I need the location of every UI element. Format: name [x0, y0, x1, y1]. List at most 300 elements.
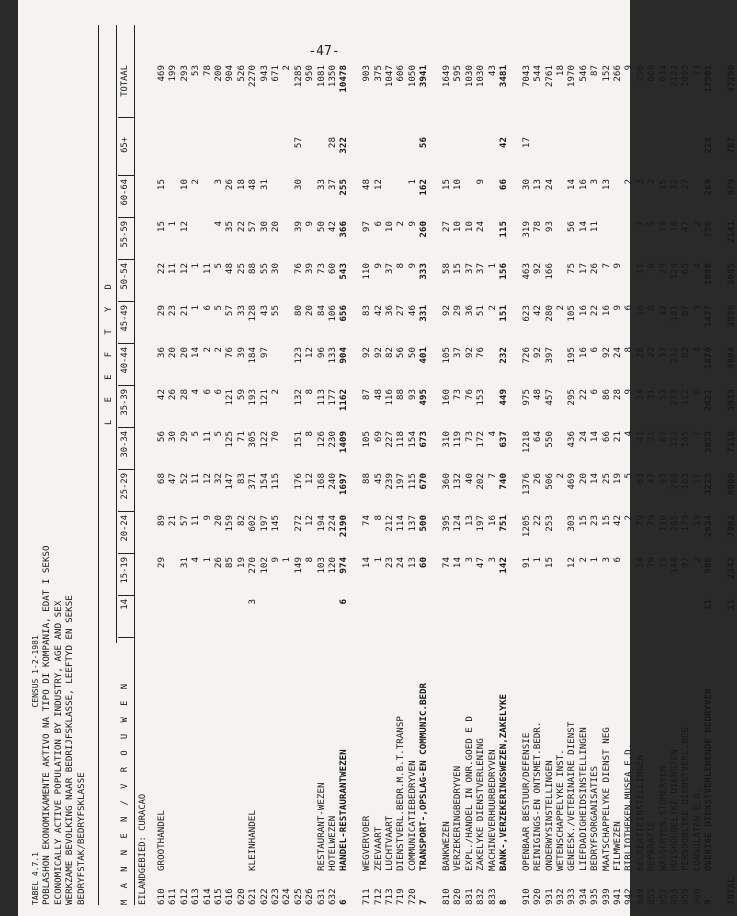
- industry-code: TOTAL: [726, 877, 737, 905]
- table-row: [726, 25, 737, 905]
- table-row: [475, 25, 486, 905]
- industry-code: 910: [520, 888, 532, 905]
- table-cell: 1: [406, 179, 418, 185]
- table-cell: 395: [441, 515, 452, 532]
- table-cell: 92: [532, 263, 544, 275]
- table-cell: 3941: [418, 65, 430, 88]
- table-cell: 24: [612, 347, 623, 359]
- table-cell: 47: [680, 221, 692, 233]
- table-row: [236, 25, 247, 905]
- table-cell: 56: [395, 347, 407, 359]
- table-cell: 4: [213, 221, 224, 227]
- industry-code: 8: [498, 899, 509, 905]
- table-cell: 1649: [441, 65, 452, 88]
- table-cell: 1: [372, 557, 384, 563]
- table-cell: 495: [418, 389, 430, 406]
- table-cell: 272: [292, 515, 304, 532]
- table-cell: 123: [292, 347, 304, 364]
- table-cell: 544: [532, 65, 544, 82]
- table-cell: 24: [475, 221, 487, 233]
- table-cell: 5: [691, 305, 703, 311]
- table-cell: 118: [395, 431, 407, 448]
- industry-code: 720: [406, 888, 418, 905]
- table-cell: 48: [532, 389, 544, 401]
- industry-code: 953: [669, 888, 680, 905]
- industry-label: EXPL./HANDEL IN ONR.GOED E D: [463, 716, 475, 871]
- table-cell: 269: [703, 179, 715, 196]
- table-cell: 172: [475, 431, 487, 448]
- table-cell: 506: [703, 557, 715, 574]
- table-cell: 66: [600, 431, 612, 443]
- table-cell: 322: [338, 137, 350, 154]
- industry-label: WASSERYEN,STOMERYEN: [657, 765, 669, 871]
- industry-code: 623: [270, 888, 281, 905]
- industry-label: DIENSTVERL.BEDR.M.B.T.TRANSP: [395, 716, 407, 871]
- table-cell: 8: [372, 515, 384, 521]
- table-cell: 57: [178, 515, 190, 527]
- table-row: [430, 25, 441, 905]
- column-separator: [118, 259, 134, 260]
- table-cell: 7: [600, 263, 612, 269]
- industry-label: HUISHOUDELYKE DIENSTEN: [669, 749, 680, 871]
- table-cell: 15: [657, 557, 669, 569]
- table-cell: 224: [327, 515, 338, 532]
- column-separator: [118, 217, 134, 218]
- table-cell: 8: [646, 305, 658, 311]
- table-cell: 42: [612, 515, 623, 527]
- table-cell: 360: [441, 473, 452, 490]
- table-cell: 2: [646, 179, 658, 185]
- table-cell: 6: [589, 389, 601, 395]
- table-cell: 11: [634, 263, 646, 275]
- table-row: [646, 25, 657, 905]
- table-cell: 48: [372, 389, 384, 401]
- table-cell: 15: [543, 557, 555, 569]
- page-number: -47-: [308, 44, 340, 59]
- table-cell: 12: [372, 179, 384, 191]
- table-cell: 16: [577, 347, 589, 359]
- table-cell: 7: [691, 431, 703, 437]
- industry-code: 932: [555, 888, 566, 905]
- table-cell: 200: [213, 65, 224, 82]
- table-cell: 29: [452, 305, 464, 317]
- table-cell: 87: [361, 389, 373, 401]
- table-cell: 1350: [327, 65, 338, 88]
- table-cell: 4: [190, 389, 202, 395]
- table-row: [418, 25, 429, 905]
- column-header: 60-64: [120, 179, 130, 206]
- table-cell: 375: [372, 65, 384, 82]
- column-separator: [118, 301, 134, 302]
- table-cell: 57: [292, 137, 304, 149]
- table-row: [669, 25, 680, 905]
- industry-code: 935: [589, 888, 601, 905]
- table-cell: 121: [224, 389, 236, 406]
- table-cell: 27: [441, 221, 452, 233]
- table-cell: 756: [703, 221, 715, 238]
- column-separator: [118, 427, 134, 428]
- table-cell: 75: [566, 263, 578, 275]
- table-cell: 1: [589, 557, 601, 563]
- table-cell: 10: [463, 221, 475, 233]
- table-cell: 8: [395, 263, 407, 269]
- table-cell: 366: [338, 221, 350, 238]
- industry-code: 616: [224, 888, 236, 905]
- industry-code: 952: [657, 888, 669, 905]
- table-cell: 74: [361, 515, 373, 527]
- table-cell: 124: [669, 263, 680, 280]
- table-cell: 42: [657, 305, 669, 317]
- table-cell: 43: [258, 305, 270, 317]
- table-cell: 656: [338, 305, 350, 322]
- table-cell: 19: [612, 473, 623, 485]
- table-cell: 15: [156, 221, 167, 233]
- table-cell: 110: [657, 515, 669, 532]
- table-cell: 11: [190, 515, 202, 527]
- table-row: [395, 25, 406, 905]
- table-cell: 2141: [726, 221, 737, 244]
- table-cell: 3: [634, 179, 646, 185]
- industry-code: 820: [452, 888, 464, 905]
- table-cell: 6: [589, 347, 601, 353]
- table-cell: 103: [315, 557, 327, 574]
- industry-label: BANKWEZEN: [441, 821, 452, 871]
- rule-columns: [134, 25, 135, 905]
- column-separator: [118, 637, 134, 638]
- table-cell: 2: [270, 389, 281, 395]
- table-cell: 73: [315, 263, 327, 275]
- table-cell: 6: [623, 305, 635, 311]
- table-cell: 21: [167, 515, 179, 527]
- table-cell: 7: [486, 473, 498, 479]
- table-row: [680, 25, 691, 905]
- industry-code: 933: [566, 888, 578, 905]
- table-cell: 950: [304, 65, 316, 82]
- table-cell: 397: [543, 347, 555, 364]
- table-cell: 30: [258, 221, 270, 233]
- table-cell: 32: [213, 473, 224, 485]
- industry-label: BEDRYFSORGANISATIES: [589, 765, 601, 871]
- table-cell: 3053: [703, 431, 715, 454]
- table-cell: 14: [589, 431, 601, 443]
- table-cell: 93: [657, 473, 669, 485]
- table-cell: 82: [680, 347, 692, 359]
- table-row: [589, 25, 600, 905]
- table-row: [532, 25, 543, 905]
- table-cell: 194: [315, 515, 327, 532]
- table-cell: 184: [247, 347, 259, 364]
- table-cell: 52: [178, 473, 190, 485]
- table-cell: 15: [452, 263, 464, 275]
- table-cell: 2: [577, 557, 589, 563]
- table-cell: 295: [566, 389, 578, 406]
- industry-code: 6: [338, 899, 350, 905]
- table-row: [578, 25, 589, 905]
- table-cell: 47: [167, 473, 179, 485]
- table-cell: 50: [315, 221, 327, 233]
- table-cell: 70: [270, 431, 281, 443]
- table-cell: 1697: [338, 473, 350, 496]
- table-cell: 197: [475, 515, 487, 532]
- table-cell: 36: [384, 305, 395, 317]
- table-cell: 303: [566, 515, 578, 532]
- industry-code: 833: [486, 888, 498, 905]
- table-cell: 149: [292, 557, 304, 574]
- column-header: 14: [120, 599, 130, 610]
- table-cell: 11: [190, 473, 202, 485]
- table-cell: 119: [452, 431, 464, 448]
- column-header: 20-24: [120, 515, 130, 542]
- table-cell: 39: [304, 263, 316, 275]
- table-cell: 29: [178, 431, 190, 443]
- table-cell: 195: [566, 347, 578, 364]
- table-row: [361, 25, 372, 905]
- table-cell: 53: [190, 65, 202, 77]
- table-cell: 6: [372, 221, 384, 227]
- table-cell: 12: [566, 557, 578, 569]
- table-cell: 232: [498, 347, 509, 364]
- table-cell: 10: [178, 179, 190, 191]
- table-cell: 27: [680, 179, 692, 191]
- table-cell: 55: [270, 305, 281, 317]
- table-row: [544, 25, 555, 905]
- industry-code: 610: [156, 888, 167, 905]
- table-cell: 12: [304, 347, 316, 359]
- table-cell: 1477: [703, 305, 715, 328]
- industry-code: 712: [372, 888, 384, 905]
- table-cell: 86: [600, 389, 612, 401]
- table-cell: 20: [167, 347, 179, 359]
- table-cell: 112: [680, 389, 692, 406]
- industry-label: REPARATIE: [646, 821, 658, 871]
- table-cell: 133: [327, 347, 338, 364]
- table-cell: 19: [235, 557, 247, 569]
- table-cell: 11: [167, 263, 179, 275]
- industry-label: VERZEKERINGBEDRYVEN: [452, 765, 464, 871]
- table-cell: 37: [657, 347, 669, 359]
- table-cell: 8: [623, 347, 635, 353]
- industry-label: GROOTHANDEL: [156, 810, 167, 871]
- table-cell: 145: [680, 431, 692, 448]
- industry-code: 711: [361, 888, 373, 905]
- table-cell: 36: [156, 347, 167, 359]
- table-cell: 145: [270, 515, 281, 532]
- table-cell: 115: [406, 473, 418, 490]
- table-cell: 41: [634, 431, 646, 443]
- table-cell: 1: [532, 557, 544, 563]
- table-cell: 10: [452, 179, 464, 191]
- table-cell: 787: [726, 137, 737, 154]
- table-cell: 13: [463, 515, 475, 527]
- table-row: [703, 25, 714, 905]
- table-cell: 93: [406, 389, 418, 401]
- table-cell: 76: [224, 347, 236, 359]
- table-cell: 121: [258, 389, 270, 406]
- table-cell: 152: [600, 65, 612, 82]
- table-cell: 266: [612, 65, 623, 82]
- table-cell: 3085: [726, 263, 737, 286]
- table-cell: 1030: [475, 65, 487, 88]
- table-cell: 371: [247, 473, 259, 490]
- table-cell: 550: [543, 431, 555, 448]
- table-cell: 89: [156, 515, 167, 527]
- table-cell: 92: [600, 347, 612, 359]
- table-row: [452, 25, 463, 905]
- table-cell: 14: [566, 179, 578, 191]
- table-cell: 401: [418, 347, 430, 364]
- table-cell: 37: [327, 179, 338, 191]
- table-cell: 5: [646, 221, 658, 227]
- table-cell: 115: [498, 221, 509, 238]
- table-cell: 2: [623, 179, 635, 185]
- table-cell: 74: [441, 557, 452, 569]
- table-cell: 105: [441, 347, 452, 364]
- document-page: [18, 0, 737, 916]
- table-cell: 12: [304, 473, 316, 485]
- table-cell: 23: [167, 305, 179, 317]
- table-cell: 265: [669, 515, 680, 532]
- table-cell: 469: [156, 65, 167, 82]
- column-header: 15-19: [120, 557, 130, 584]
- table-cell: 2190: [338, 515, 350, 538]
- table-cell: 2: [201, 347, 213, 353]
- table-cell: 16: [577, 305, 589, 317]
- table-cell: 22: [156, 263, 167, 275]
- table-cell: 449: [498, 389, 509, 406]
- table-cell: 31: [646, 431, 658, 443]
- table-cell: 11: [703, 599, 715, 611]
- table-cell: 975: [520, 389, 532, 406]
- table-row: [327, 25, 338, 905]
- table-cell: 1870: [703, 347, 715, 370]
- table-cell: 60: [327, 263, 338, 275]
- industry-label: BIBLIOTHEKEN,MUSEA E.D.: [623, 743, 635, 871]
- table-cell: 12: [178, 221, 190, 233]
- table-cell: 56: [566, 221, 578, 233]
- industry-code: 620: [235, 888, 247, 905]
- table-cell: 290: [634, 65, 646, 82]
- table-cell: 9: [623, 65, 635, 71]
- table-cell: 4: [691, 263, 703, 269]
- table-cell: 153: [475, 389, 487, 406]
- table-cell: 93: [543, 221, 555, 233]
- column-separator: [118, 117, 134, 118]
- table-cell: 20: [178, 347, 190, 359]
- table-cell: 20: [577, 473, 589, 485]
- table-cell: 2: [623, 515, 635, 521]
- table-cell: 47: [646, 473, 658, 485]
- table-cell: 59: [235, 389, 247, 401]
- table-cell: 979: [726, 179, 737, 196]
- table-cell: 154: [258, 473, 270, 490]
- table-row: [202, 25, 213, 905]
- table-cell: 92: [441, 305, 452, 317]
- table-cell: 9: [475, 179, 487, 185]
- table-cell: 1: [486, 263, 498, 269]
- title-line-1: POBLASHON EKONOMIKAMENTE AKTIVO NA TIPO DI KOMPANIA, EDAT I SEKSO: [41, 545, 53, 905]
- table-cell: 3: [213, 179, 224, 185]
- table-cell: 673: [418, 431, 430, 448]
- table-cell: 25: [235, 263, 247, 275]
- table-cell: 42: [156, 389, 167, 401]
- table-cell: 31: [178, 557, 190, 569]
- table-cell: 128: [247, 305, 259, 322]
- industry-label: GENEESK./VETERINAIRE DIENST: [566, 721, 578, 871]
- table-row: [509, 25, 520, 905]
- table-cell: 310: [441, 431, 452, 448]
- table-cell: 42: [372, 305, 384, 317]
- table-cell: 97: [361, 221, 373, 233]
- island-label: EILANDGEBIED: CURACAO: [138, 793, 148, 905]
- table-cell: 9: [304, 221, 316, 227]
- table-cell: 66: [498, 179, 509, 191]
- table-cell: 26: [224, 179, 236, 191]
- table-cell: 79: [634, 515, 646, 527]
- industry-code: 719: [395, 888, 407, 905]
- table-cell: 904: [224, 65, 236, 82]
- table-cell: 232: [669, 347, 680, 364]
- industry-code: 624: [281, 888, 293, 905]
- table-cell: 1409: [338, 431, 350, 454]
- table-cell: 7310: [726, 431, 737, 454]
- table-cell: 33: [235, 305, 247, 317]
- table-cell: 88: [247, 263, 259, 275]
- table-cell: 8: [304, 557, 316, 563]
- industry-label: RESTAURANT-WEZEN: [315, 782, 327, 871]
- column-header: 35-39: [120, 389, 130, 416]
- table-cell: 3996: [726, 305, 737, 328]
- table-cell: 11: [726, 599, 737, 611]
- table-cell: 2761: [543, 65, 555, 88]
- table-cell: 25: [600, 473, 612, 485]
- table-cell: 5: [213, 305, 224, 311]
- table-cell: 3: [486, 557, 498, 563]
- table-cell: 14: [452, 557, 464, 569]
- table-cell: 1376: [520, 473, 532, 496]
- table-cell: 48: [247, 179, 259, 191]
- table-cell: 116: [384, 389, 395, 406]
- table-row: [658, 25, 669, 905]
- table-cell: 1970: [566, 65, 578, 88]
- table-row: [156, 25, 167, 905]
- table-row: [247, 25, 258, 905]
- table-cell: 160: [441, 389, 452, 406]
- table-cell: 11: [201, 263, 213, 275]
- table-cell: 176: [292, 473, 304, 490]
- table-cell: 92: [361, 347, 373, 359]
- table-cell: 12: [304, 515, 316, 527]
- table-cell: 65: [680, 263, 692, 275]
- age-group-heading: L E E F T Y D: [104, 278, 114, 425]
- table-cell: 37: [463, 263, 475, 275]
- table-cell: 154: [406, 431, 418, 448]
- table-cell: 125: [224, 431, 236, 448]
- table-cell: 1047: [384, 65, 395, 88]
- table-cell: 84: [315, 305, 327, 317]
- industry-code: 810: [441, 888, 452, 905]
- industry-label: MACHINEVERHUURBEDRYVEN: [486, 749, 498, 871]
- table-cell: 166: [543, 263, 555, 280]
- table-cell: 3: [589, 179, 601, 185]
- table-cell: 137: [406, 515, 418, 532]
- table-row: [316, 25, 327, 905]
- table-cell: 193: [247, 389, 259, 406]
- table-cell: 726: [520, 347, 532, 364]
- table-cell: 73: [452, 389, 464, 401]
- table-cell: 132: [452, 473, 464, 490]
- table-cell: 48: [224, 263, 236, 275]
- table-cell: 22: [589, 305, 601, 317]
